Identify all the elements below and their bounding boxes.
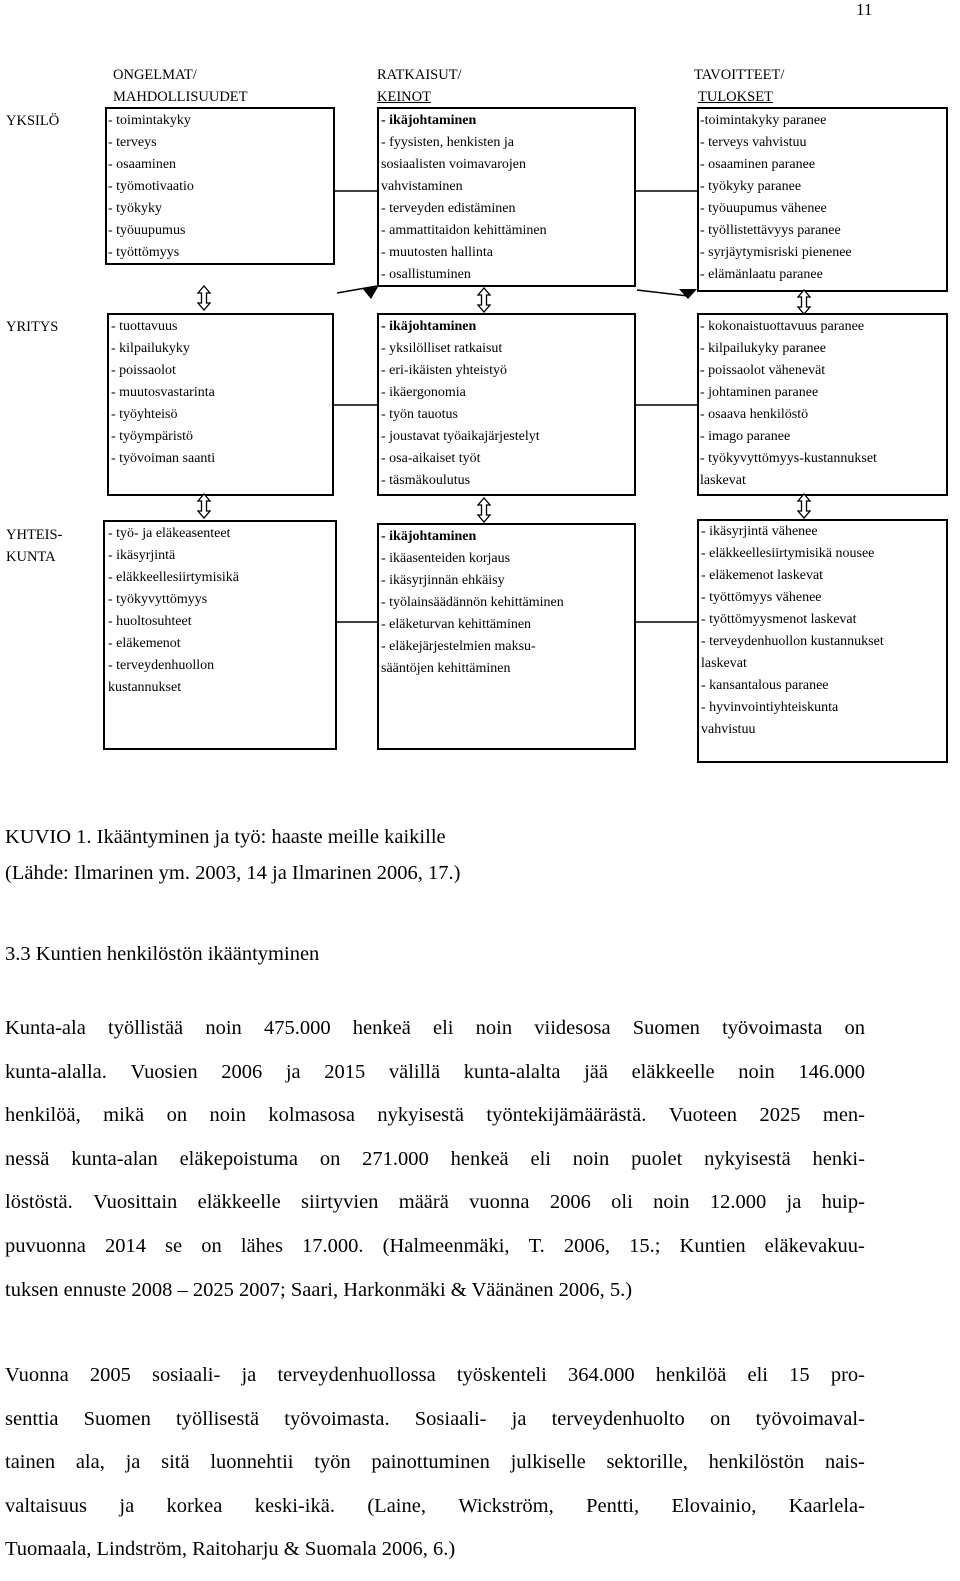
word: tainen bbox=[5, 1451, 56, 1474]
list-item: - terveyden edistäminen bbox=[381, 201, 516, 216]
word: Sosiaali- bbox=[414, 1407, 487, 1430]
word: 2006, bbox=[563, 1234, 611, 1257]
word: julkiselle bbox=[510, 1451, 586, 1474]
word: löstöstä. bbox=[5, 1191, 73, 1214]
word: oli bbox=[611, 1191, 633, 1214]
word: (Laine, bbox=[367, 1494, 426, 1517]
list-item: - terveydenhuollon kustannukset bbox=[701, 634, 884, 649]
caption-line: KUVIO 1. Ikääntyminen ja työ: haaste meille kaikille bbox=[5, 826, 446, 848]
word: kunta-alalla. bbox=[5, 1060, 107, 1083]
word: välillä bbox=[388, 1060, 441, 1083]
line-text: tuksen ennuste 2008 – 2025 2007; Saari, Harkonmäki & Väänänen 2006, 5.) bbox=[5, 1278, 633, 1301]
list-item: - työ- ja eläkeasenteet bbox=[108, 526, 231, 541]
double-arrow-icon bbox=[798, 494, 810, 518]
list-item: - tuottavuus bbox=[111, 319, 178, 334]
word: noin bbox=[738, 1060, 775, 1083]
double-arrow-icon bbox=[478, 288, 490, 312]
list-item: - työkyvyttömyys bbox=[108, 592, 208, 607]
word: puvuonna bbox=[5, 1234, 86, 1257]
word: Vuonna bbox=[5, 1364, 69, 1386]
word: sosiaali- bbox=[152, 1364, 221, 1386]
row-label-yksilo: YKSILÖ bbox=[6, 113, 60, 129]
list-item: - osaaminen paranee bbox=[700, 157, 816, 172]
list-item: laskevat bbox=[701, 656, 747, 671]
word: ja bbox=[119, 1494, 135, 1517]
word: Kuntien bbox=[679, 1234, 746, 1257]
paragraph-line bbox=[5, 1269, 865, 1313]
word: määrä bbox=[398, 1191, 449, 1214]
list-item: - muutosten hallinta bbox=[381, 245, 493, 260]
paragraph-line bbox=[5, 1094, 865, 1138]
list-item: - ikäjohtaminen bbox=[381, 113, 477, 128]
paragraph-line bbox=[5, 1225, 865, 1269]
word: senttia bbox=[5, 1407, 59, 1430]
word: 2015 bbox=[324, 1060, 366, 1083]
word: eläkkeelle bbox=[631, 1060, 715, 1083]
word: sitä bbox=[161, 1451, 190, 1474]
paragraph-line bbox=[5, 1007, 865, 1051]
list-item: vahvistaminen bbox=[381, 179, 463, 194]
row-label-line: YHTEIS- bbox=[6, 527, 63, 543]
double-arrow-icon bbox=[198, 286, 210, 310]
word: Suomen bbox=[632, 1017, 700, 1039]
word: kunta-alalta bbox=[463, 1060, 561, 1083]
word: terveydenhuolto bbox=[551, 1407, 685, 1430]
section-heading: 3.3 Kuntien henkilöstön ikääntyminen bbox=[5, 943, 320, 965]
word: on bbox=[319, 1147, 341, 1170]
list-item: - eri-ikäisten yhteistyö bbox=[381, 363, 507, 378]
list-item: - työttömyys vähenee bbox=[701, 590, 822, 605]
word: työvoimasta bbox=[722, 1017, 823, 1039]
list-item: - yksilölliset ratkaisut bbox=[381, 341, 503, 356]
row-label-line: KUNTA bbox=[6, 549, 56, 565]
word: eli bbox=[747, 1364, 769, 1386]
column-header-problems-line: ONGELMAT/ bbox=[113, 67, 197, 83]
column-header-problems-line: MAHDOLLISUUDET bbox=[113, 89, 248, 105]
word: jää bbox=[584, 1060, 608, 1083]
list-item: - eläkkeellesiirtymisikä bbox=[108, 570, 240, 585]
list-item: - ikäasenteiden korjaus bbox=[381, 551, 511, 566]
word: Vuoteen bbox=[668, 1104, 737, 1127]
list-item: - elämänlaatu paranee bbox=[700, 267, 823, 282]
word: noin bbox=[205, 1017, 242, 1039]
list-item: kustannukset bbox=[108, 680, 182, 695]
word: noin bbox=[572, 1147, 610, 1170]
list-item: - täsmäkoulutus bbox=[381, 473, 471, 488]
list-item: vahvistuu bbox=[701, 722, 756, 737]
paragraph bbox=[5, 1007, 865, 1312]
list-item: - ikäsyrjintä bbox=[108, 548, 176, 563]
list-item: - kilpailukyky bbox=[111, 341, 190, 356]
list-item: - kansantalous paranee bbox=[701, 678, 829, 693]
word: Kunta-ala bbox=[5, 1017, 86, 1039]
word: ja bbox=[511, 1407, 527, 1430]
word: pro- bbox=[830, 1364, 865, 1386]
list-item: - työttömyysmenot laskevat bbox=[701, 612, 857, 627]
list-item: - työvoiman saanti bbox=[111, 451, 216, 466]
word: henkilöstön bbox=[708, 1451, 805, 1474]
list-item: sääntöjen kehittäminen bbox=[381, 661, 511, 676]
word: ja bbox=[125, 1451, 141, 1474]
list-item: - eläkemenot bbox=[108, 636, 181, 651]
list-item: - eläkemenot laskevat bbox=[701, 568, 824, 583]
word: eläkepoistuma bbox=[179, 1147, 298, 1170]
paragraph bbox=[5, 1354, 865, 1572]
list-item: - fyysisten, henkisten ja bbox=[381, 135, 514, 150]
word: työntekijämäärästä. bbox=[486, 1104, 647, 1127]
list-item: - osaaminen bbox=[108, 157, 177, 172]
list-item: - työlainsäädännön kehittäminen bbox=[381, 595, 564, 610]
column-header-solutions-line: KEINOT bbox=[377, 89, 431, 105]
column-header-goals-line: TULOKSET bbox=[698, 89, 773, 105]
list-item: - terveydenhuollon bbox=[108, 658, 215, 673]
connector-line bbox=[637, 290, 688, 296]
word: 12.000 bbox=[709, 1191, 767, 1214]
double-arrow-icon bbox=[478, 498, 490, 522]
list-item: - eläketurvan kehittäminen bbox=[381, 617, 532, 632]
list-item: - ikäjohtaminen bbox=[381, 529, 477, 544]
word: työvoimasta. bbox=[284, 1407, 390, 1430]
word: 2006 bbox=[221, 1060, 263, 1083]
word: 17.000. bbox=[302, 1234, 364, 1257]
word: eläkkeelle bbox=[197, 1191, 281, 1214]
word: mikä bbox=[103, 1104, 145, 1127]
list-item: - työmotivaatio bbox=[108, 179, 194, 194]
list-item: - työllistettävyys paranee bbox=[700, 223, 841, 238]
arrowhead-icon bbox=[362, 287, 378, 299]
word: työn bbox=[314, 1451, 351, 1474]
word: valtaisuus bbox=[5, 1494, 87, 1517]
word: 364.000 bbox=[567, 1364, 635, 1386]
list-item: - muutosvastarinta bbox=[111, 385, 215, 400]
word: Elovainio, bbox=[671, 1494, 757, 1517]
word: lähes bbox=[240, 1234, 283, 1257]
word: kolmasosa bbox=[268, 1104, 355, 1127]
list-item: - joustavat työaikajärjestelyt bbox=[381, 429, 540, 444]
double-arrow-icon bbox=[798, 290, 810, 314]
word: on bbox=[166, 1104, 188, 1127]
word: viidesosa bbox=[534, 1017, 611, 1039]
list-item: - ikäsyrjintä vähenee bbox=[701, 524, 818, 539]
word: men- bbox=[822, 1104, 865, 1127]
word: 15 bbox=[789, 1364, 810, 1386]
word: luonnehtii bbox=[210, 1451, 294, 1474]
word: huip- bbox=[821, 1191, 865, 1214]
word: on bbox=[709, 1407, 731, 1430]
column-header-solutions-line: RATKAISUT/ bbox=[377, 67, 462, 83]
list-item: - terveys vahvistuu bbox=[700, 135, 807, 150]
word: noin bbox=[653, 1191, 690, 1214]
word: noin bbox=[209, 1104, 246, 1127]
word: henki- bbox=[812, 1147, 865, 1170]
word: on bbox=[201, 1234, 222, 1257]
double-arrow-icon bbox=[198, 494, 210, 518]
word: sektorille, bbox=[606, 1451, 688, 1474]
word: henkeä bbox=[450, 1147, 509, 1170]
word: nessä bbox=[5, 1147, 50, 1170]
word: henkeä bbox=[352, 1017, 411, 1039]
word: vuonna bbox=[469, 1191, 530, 1214]
word: puolet bbox=[631, 1147, 683, 1170]
list-item: - kilpailukyky paranee bbox=[700, 341, 826, 356]
paragraph-line bbox=[5, 1051, 865, 1095]
list-item: - osallistuminen bbox=[381, 267, 471, 282]
word: noin bbox=[475, 1017, 513, 1039]
list-item: - ikäergonomia bbox=[381, 385, 466, 400]
paragraph-line bbox=[5, 1181, 865, 1225]
word: työvoimaval- bbox=[755, 1407, 865, 1430]
word: eli bbox=[530, 1147, 551, 1170]
word: 15.; bbox=[629, 1234, 661, 1257]
word: henkilöä bbox=[655, 1364, 727, 1386]
list-item: - työympäristö bbox=[111, 429, 194, 444]
word: se bbox=[165, 1234, 183, 1257]
word: ja bbox=[786, 1191, 802, 1214]
word: henkilöä, bbox=[5, 1104, 81, 1127]
list-item: - terveys bbox=[108, 135, 157, 150]
word: eläkevakuu- bbox=[764, 1234, 865, 1257]
word: ala, bbox=[75, 1451, 105, 1474]
word: korkea bbox=[166, 1494, 223, 1517]
list-item: - työttömyys bbox=[108, 245, 180, 260]
word: 2025 bbox=[759, 1104, 801, 1127]
list-item: laskevat bbox=[700, 473, 746, 488]
list-item: - työn tauotus bbox=[381, 407, 458, 422]
list-item: - työuupumus bbox=[108, 223, 186, 238]
list-item: - toimintakyky bbox=[108, 113, 191, 128]
word: Vuosien bbox=[130, 1060, 198, 1083]
paragraph-line bbox=[5, 1441, 865, 1485]
list-item: - ikäsyrjinnän ehkäisy bbox=[381, 573, 505, 588]
list-item: - ammattitaidon kehittäminen bbox=[381, 223, 547, 238]
word: Kaarlela- bbox=[788, 1494, 865, 1517]
word: T. bbox=[528, 1234, 545, 1257]
word: Suomen bbox=[83, 1407, 151, 1430]
word: nais- bbox=[825, 1451, 865, 1474]
word: siirtyvien bbox=[301, 1191, 379, 1214]
list-item: - eläkkeellesiirtymisikä nousee bbox=[701, 546, 875, 561]
column-header-goals-line: TAVOITTEET/ bbox=[694, 67, 785, 83]
list-item: - syrjäytymisriski pienenee bbox=[700, 245, 852, 260]
caption-line: (Lähde: Ilmarinen ym. 2003, 14 ja Ilmarinen 2006, 17.) bbox=[5, 862, 461, 884]
list-item: - kokonaistuottavuus paranee bbox=[700, 319, 865, 334]
word: työllistää bbox=[108, 1017, 184, 1039]
list-item: - ikäjohtaminen bbox=[381, 319, 477, 334]
word: työskenteli bbox=[456, 1364, 547, 1386]
word: 271.000 bbox=[362, 1147, 429, 1170]
word: 2014 bbox=[104, 1234, 146, 1257]
word: 2006 bbox=[549, 1191, 591, 1214]
paragraph-line bbox=[5, 1138, 865, 1182]
word: on bbox=[844, 1017, 865, 1039]
row-label-yritys: YRITYS bbox=[6, 319, 59, 335]
paragraph-line bbox=[5, 1354, 865, 1398]
word: 475.000 bbox=[263, 1017, 331, 1039]
paragraph-line bbox=[5, 1528, 865, 1572]
list-item: - hyvinvointiyhteiskunta bbox=[701, 700, 839, 715]
list-item: - työkyvyttömyys-kustannukset bbox=[700, 451, 877, 466]
line-text: Tuomaala, Lindström, Raitoharju & Suomala 2006, 6.) bbox=[5, 1538, 456, 1561]
word: työllisestä bbox=[176, 1407, 260, 1430]
list-item: - huoltosuhteet bbox=[108, 614, 192, 629]
word: ja bbox=[241, 1364, 257, 1386]
list-item: - työyhteisö bbox=[111, 407, 178, 422]
word: Pentti, bbox=[586, 1494, 640, 1517]
word: nykyisestä bbox=[377, 1104, 464, 1127]
list-item: - osaava henkilöstö bbox=[700, 407, 809, 422]
list-item: - poissaolot bbox=[111, 363, 176, 378]
list-item: - johtaminen paranee bbox=[700, 385, 819, 400]
arrowhead-icon bbox=[679, 289, 697, 299]
word: Vuosittain bbox=[93, 1191, 178, 1214]
word: Wickström, bbox=[458, 1494, 554, 1517]
list-item: - poissaolot vähenevät bbox=[700, 363, 826, 378]
list-item: - eläkejärjestelmien maksu- bbox=[381, 639, 536, 654]
list-item: - työuupumus vähenee bbox=[700, 201, 827, 216]
word: ja bbox=[285, 1060, 301, 1083]
figure-caption bbox=[5, 819, 460, 891]
list-item: - imago paranee bbox=[700, 429, 791, 444]
word: eli bbox=[432, 1017, 454, 1039]
word: 146.000 bbox=[798, 1060, 865, 1083]
paragraph-line bbox=[5, 1398, 865, 1442]
list-item: sosiaalisten voimavarojen bbox=[381, 157, 527, 172]
word: painottuminen bbox=[371, 1451, 490, 1474]
list-item: - työkyky bbox=[108, 201, 163, 216]
list-item: - työkyky paranee bbox=[700, 179, 802, 194]
word: (Halmeenmäki, bbox=[382, 1234, 510, 1257]
word: nykyisestä bbox=[704, 1147, 791, 1170]
paragraph-line bbox=[5, 1485, 865, 1529]
word: 2005 bbox=[89, 1364, 131, 1386]
word: kunta-alan bbox=[71, 1147, 158, 1170]
page-number: 11 bbox=[856, 0, 873, 19]
word: terveydenhuollossa bbox=[277, 1364, 436, 1386]
word: keski-ikä. bbox=[254, 1494, 335, 1517]
list-item: -toimintakyky paranee bbox=[700, 113, 827, 128]
list-item: - osa-aikaiset työt bbox=[381, 451, 481, 466]
